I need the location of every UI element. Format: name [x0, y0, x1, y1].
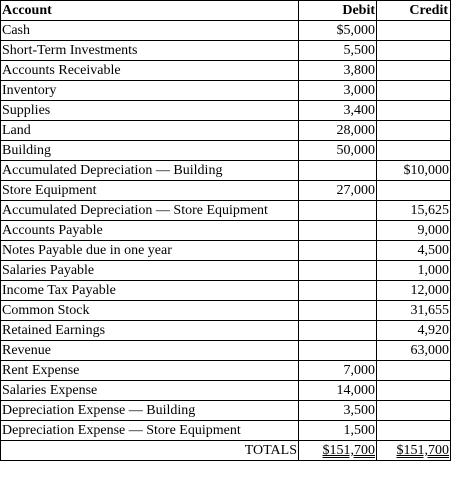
debit-value	[299, 241, 377, 261]
table-row	[1, 321, 451, 341]
credit-value: 1,000	[377, 261, 451, 281]
table-row	[1, 61, 451, 81]
account-name: Revenue	[1, 341, 299, 361]
account-name: Building	[1, 141, 299, 161]
debit-value: 14,000	[299, 381, 377, 401]
credit-value: 4,920	[377, 321, 451, 341]
account-name: Inventory	[1, 81, 299, 101]
table-row	[1, 401, 451, 421]
totals-credit: $151,700	[377, 441, 451, 461]
debit-value	[299, 301, 377, 321]
debit-value	[299, 201, 377, 221]
credit-value	[377, 401, 451, 421]
table-row	[1, 141, 451, 161]
table-row	[1, 161, 451, 181]
account-name: Land	[1, 121, 299, 141]
credit-value	[377, 141, 451, 161]
totals-debit: $151,700	[299, 441, 377, 461]
debit-value: $5,000	[299, 21, 377, 41]
debit-value	[299, 341, 377, 361]
account-name: Depreciation Expense — Building	[1, 401, 299, 421]
debit-value: 28,000	[299, 121, 377, 141]
debit-value: 1,500	[299, 421, 377, 441]
credit-value: 4,500	[377, 241, 451, 261]
debit-value	[299, 281, 377, 301]
table-row	[1, 101, 451, 121]
debit-value: 27,000	[299, 181, 377, 201]
credit-value	[377, 121, 451, 141]
debit-value: 5,500	[299, 41, 377, 61]
account-name: Cash	[1, 21, 299, 41]
credit-value	[377, 61, 451, 81]
account-name: Store Equipment	[1, 181, 299, 201]
credit-value	[377, 41, 451, 61]
table-row	[1, 221, 451, 241]
credit-value	[377, 361, 451, 381]
debit-value	[299, 261, 377, 281]
debit-value	[299, 221, 377, 241]
table-row	[1, 261, 451, 281]
account-name: Accounts Receivable	[1, 61, 299, 81]
debit-value: 3,500	[299, 401, 377, 421]
debit-value	[299, 161, 377, 181]
credit-value: 12,000	[377, 281, 451, 301]
debit-value: 50,000	[299, 141, 377, 161]
table-row	[1, 41, 451, 61]
account-name: Short-Term Investments	[1, 41, 299, 61]
table-row	[1, 341, 451, 361]
table-row	[1, 361, 451, 381]
account-name: Accumulated Depreciation — Store Equipment	[1, 201, 299, 221]
account-name: Accounts Payable	[1, 221, 299, 241]
credit-value: 9,000	[377, 221, 451, 241]
debit-value: 3,400	[299, 101, 377, 121]
table-row	[1, 241, 451, 261]
totals-row	[1, 441, 451, 461]
credit-value: 31,655	[377, 301, 451, 321]
credit-value	[377, 101, 451, 121]
totals-label: TOTALS	[1, 441, 299, 461]
header-debit: Debit	[299, 1, 377, 21]
account-name: Rent Expense	[1, 361, 299, 381]
debit-value: 3,000	[299, 81, 377, 101]
account-name: Income Tax Payable	[1, 281, 299, 301]
table-row	[1, 301, 451, 321]
table-row	[1, 181, 451, 201]
header-credit: Credit	[377, 1, 451, 21]
account-name: Common Stock	[1, 301, 299, 321]
debit-value: 3,800	[299, 61, 377, 81]
credit-value: 15,625	[377, 201, 451, 221]
table-row	[1, 121, 451, 141]
debit-value	[299, 321, 377, 341]
account-name: Depreciation Expense — Store Equipment	[1, 421, 299, 441]
account-name: Accumulated Depreciation — Building	[1, 161, 299, 181]
table-row	[1, 421, 451, 441]
debit-value: 7,000	[299, 361, 377, 381]
credit-value	[377, 421, 451, 441]
table-row	[1, 201, 451, 221]
account-name: Salaries Payable	[1, 261, 299, 281]
account-name: Salaries Expense	[1, 381, 299, 401]
table-row	[1, 281, 451, 301]
credit-value	[377, 81, 451, 101]
account-name: Supplies	[1, 101, 299, 121]
credit-value: 63,000	[377, 341, 451, 361]
table-row	[1, 81, 451, 101]
table-row	[1, 381, 451, 401]
account-name: Notes Payable due in one year	[1, 241, 299, 261]
credit-value	[377, 381, 451, 401]
credit-value: $10,000	[377, 161, 451, 181]
credit-value	[377, 181, 451, 201]
table-row	[1, 21, 451, 41]
header-row	[1, 1, 451, 21]
credit-value	[377, 21, 451, 41]
header-account: Account	[1, 1, 299, 21]
account-name: Retained Earnings	[1, 321, 299, 341]
